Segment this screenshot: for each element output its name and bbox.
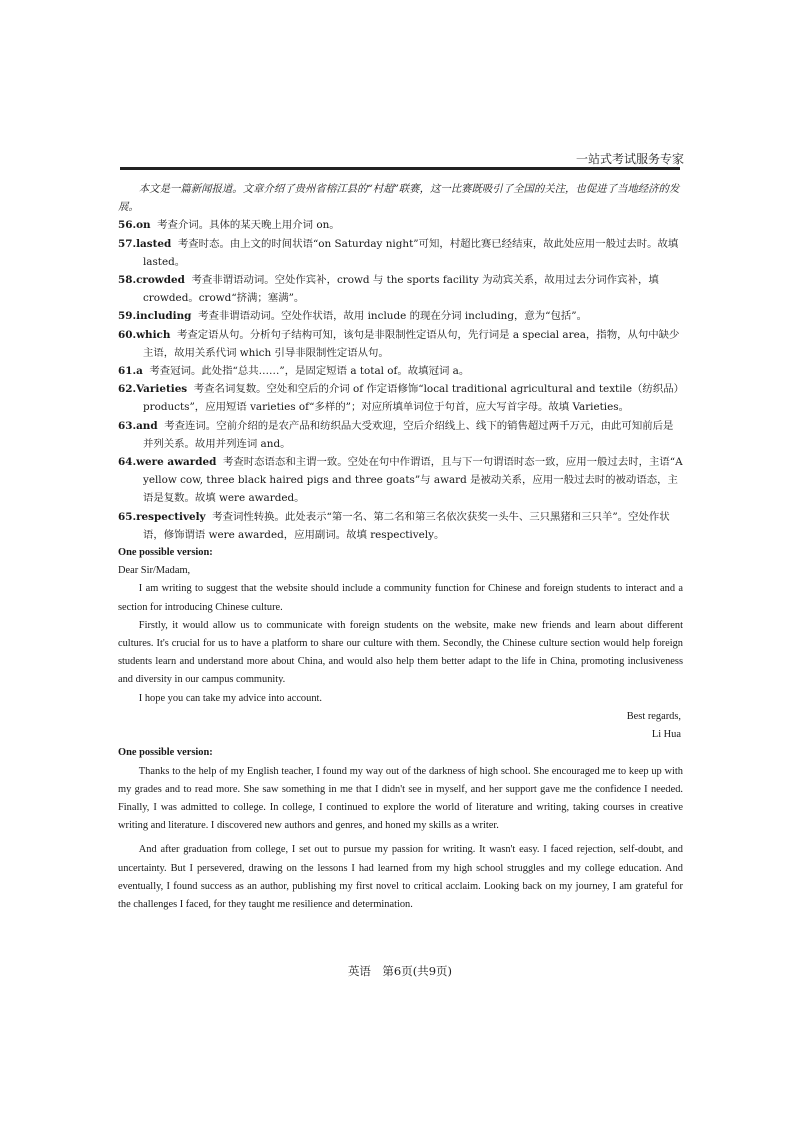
letter-section-title: One possible version:: [118, 547, 213, 559]
passage-intro: 本文是一篇新闻报道。文章介绍了贵州省榕江县的“村超”联赛，这一比赛既吸引了全国的关注，也促进了当地经济的发展。: [118, 183, 680, 214]
answer-item: [118, 216, 683, 234]
answer-item: [118, 453, 683, 508]
answer-item: [118, 326, 683, 362]
answer-explanation: 考查时态语态和主谓一致。空处在句中作谓语，且与下一句谓语时态一致，应用一般过去时，主语“A yellow cow, three black haired pigs and three goats”与 award 是被动关系，应用一般过去时的被动语态，主语是复数。故填 were awarded。: [142, 456, 683, 505]
letter-closing: Best regards,: [626, 710, 681, 722]
story-paragraph: Thanks to the help of my English teacher, I found my way out of the darkness of high school. She encouraged me to keep up with my grades and to read more. She saw something in me that I didn't see in myself, and her support gave me the confidence I needed. Finally, I was admitted to college. In college, I continued to explore the world of literature and writing, taking courses in creative writing and literature. I discovered new authors and genres, and honed my skills as a writer.: [118, 765, 683, 832]
answer-explanation: 考查冠词。此处指“总共……”，是固定短语 a total of。故填冠词 a。: [149, 365, 470, 378]
answer-number: 56.on: [118, 219, 151, 232]
answer-item: [118, 271, 683, 307]
answer-item: [118, 362, 683, 380]
answer-explanation: 考查非谓语动词。空处作宾补，crowd 与 the sports facility 为动宾关系，故用过去分词作宾补，填 crowded。crowd“挤满；塞满”。: [142, 274, 659, 305]
writing-continuation: [118, 744, 683, 914]
answer-number: 65.respectively: [118, 510, 206, 523]
letter-paragraph: I hope you can take my advice into account.: [138, 692, 323, 704]
header-slogan: 一站式考试服务专家: [575, 152, 684, 166]
answer-item: [118, 235, 683, 271]
letter-signoff: [118, 708, 683, 744]
answer-explanation: 考查定语从句。分析句子结构可知，该句是非限制性定语从句，先行词是 a special area，指物，从句中缺少主语，故用关系代词 which 引导非限制性定语从句。: [142, 328, 680, 359]
letter-salutation: Dear Sir/Madam,: [118, 565, 191, 577]
story-paragraph: And after graduation from college, I set out to pursue my passion for writing. It wasn't easy. I faced rejection, self-doubt, and uncertainty. But I persevered, drawing on the lessons I had learned from my high school struggles and my college education. And eventually, I found success as an author, publishing my first novel to critical acclaim. Looking back on my journey, I am grateful for the challenges I faced, for they taught me resilience and determination.: [118, 844, 683, 910]
answer-explanation: 考查介词。具体的某天晚上用介词 on。: [157, 219, 340, 232]
answer-explanation: 考查非谓语动词。空处作状语，故用 include 的现在分词 including，意为“包括”。: [198, 310, 587, 323]
answer-explanation: 考查连词。空前介绍的是农产品和纺织品大受欢迎，空后介绍线上、线下的销售超过两千万元，由此可知前后是并列关系。故用并列连词 and。: [142, 419, 674, 450]
answer-item: [118, 380, 683, 416]
answer-explanation: 考查时态。由上文的时间状语“on Saturday night”可知，村超比赛已经结束，故此处应用一般过去时。故填 lasted。: [142, 237, 679, 268]
answer-number: 61.a: [118, 365, 143, 378]
answer-item: [118, 307, 683, 325]
answer-number: 60.which: [118, 328, 171, 341]
letter-signature: Li Hua: [651, 729, 681, 741]
page-footer: 英语 第6页(共9页): [347, 964, 453, 978]
answer-number: 59.including: [118, 310, 192, 323]
answer-number: 57.lasted: [118, 237, 172, 250]
letter-paragraph: Firstly, it would allow us to communicate with foreign students on the website, make new friends and learn about different cultures. It's crucial for us to have a platform to share our culture with them. Secondly, the Chinese culture section would help foreign students learn and understand more about China, and would also help them better adapt to the life in China, promoting inclusiveness and diversity in our campus community.: [118, 619, 683, 686]
answer-explanation: 考查词性转换。此处表示“第一名、第二名和第三名依次获奖一头牛、三只黑猪和三只羊”。空处作状语，修饰谓语 were awarded，应用副词。故填 respectively。: [142, 510, 670, 541]
answer-number: 62.Varieties: [118, 383, 188, 396]
answer-list: [118, 216, 683, 544]
answer-explanation: 考查名词复数。空处和空后的介词 of 作定语修饰“local traditional agricultural and textile（纺织品）products”，应用短语 varieties of“多样的”；对应所填单词位于句首，应大写首字母。故填 Varieties。: [142, 383, 679, 414]
answer-number: 58.crowded: [118, 274, 185, 287]
writing-letter: [118, 544, 683, 744]
answer-number: 63.and: [118, 419, 158, 432]
answer-item: [118, 508, 683, 544]
story-section-title: One possible version:: [118, 747, 213, 759]
answer-item: [118, 417, 683, 453]
letter-paragraph: I am writing to suggest that the website should include a community function for Chinese and foreign students to interact and a section for introducing Chinese culture.: [118, 583, 683, 613]
header-rule: [120, 167, 680, 170]
answer-number: 64.were awarded: [118, 456, 217, 469]
answer-content: [118, 180, 683, 914]
